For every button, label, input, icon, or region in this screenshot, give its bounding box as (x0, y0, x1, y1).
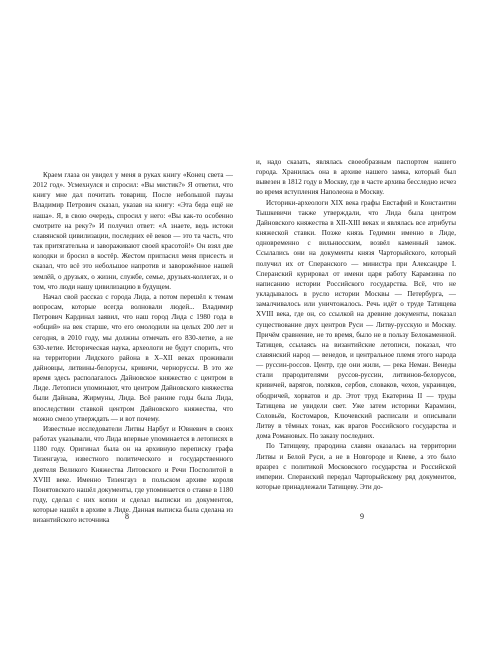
paragraph: По Татищеву, прародина славян оказалась на территории Литвы и Белой Руси, а не в Новгороде и Киеве, а это было вразрез с политикой Московского государства и Российской империи. Сперанский передал Чарторыйскому ряд документов, которые принадлежали Татищеву. Эти до- (256, 442, 456, 491)
right-page-text (256, 157, 456, 492)
paragraph: Историки-археологи XIX века графы Евстафий и Константин Тышкевичи также утверждали, что Лида была центром Дайновского княжества в XII-XIII веках и являлась все атрибуты княжеской ставки. Позже князь Гедимин именно в Лиде, одновременно с вильнюсским, возвёл каменный замок. Ссылались они на документы князя Чарторыйского, который получил их от Сперанского — министра при Александре I. Сперанский курировал от имени царя работу Карамзина по написанию истории Российского государства. Всё, что не укладывалось в русло истории Москвы — Петербурга, — замалчивалось или уничтожалось. Речь идёт о труде Татищева XVIII века, где он, со ссылкой на древние документы, показал существование двух центров Руси — Литву-русскую и Москву. Причём сравнение, не то время, было не в пользу Белокаменной. Татищев, ссылаясь на византийские летописи, показал, что славянский народ — венедов, и центральное племя этого народа — руссин-россов. Центр, где они жили, — река Неман. Венеды стали прародителями руссов-руссин, литвинов-белорусов, кривичей, варягов, поляков, сербов, словаков, чехов, украинцев, ободричей, хорватов и др. Этот труд Екатерина II — труды Татищева не увидели свет. Уже затем историки Карамзин, Соловьёв, Костомаров, Ключевский расписали и описывали Литву в тёмных тонах, как врагов Российского государства и дома Романовых. По заказу последних. (256, 198, 456, 441)
paragraph: Краем глаза он увидел у меня в руках книгу «Конец света — 2012 год». Усмехнулся и спросил: «Вы мистик?» Я ответил, что книгу мне дал почитать товарищ. После небольшой паузы Владимир Петрович сказал, указав на книгу: «Эта беда ещё не наша». Я, в свою очередь, спросил у него: «Вы как-то особенно смотрите на реку?» И получил ответ: «А знаете, ведь истоки славянской цивилизации, последних её веков — это та часть, что так притягательна и завораживают своей красотой!» Он взял две колодки и бросил в костёр. Жестом пригласил меня присесть и сказал, что всё это небольшое напротив и заворожённое нашей землёй, о друзьях, о жизни, службе, семье, друзьях-коллегах, и о том, что люди нашу цивилизацию в будущем. (33, 171, 233, 291)
left-page-number: 8 (125, 512, 129, 521)
right-page (240, 0, 480, 650)
right-page-number: 9 (360, 512, 364, 521)
paragraph: и, надо сказать, являлась своеобразным паспортом нашего города. Хранилась она в архиве нашего замка, который был вывезен в 1812 году в Москву, где в часте архива бесследно исчез во время вступления Наполеона в Москву. (256, 158, 456, 197)
paragraph: Известные исследователи Литвы Нарбут и Ювневич в своих работах указывали, что Лида впервые упоминается в летописях в 1180 году. Оригинал была он на архивную переписку графа Тизенгауза, известного политического и государственного деятеля Великого Княжества Литовского и Речи Посполитой в XVIII веке. Именно Тизенгауз в польском архиве короля Понятовского нашёл документы, где упоминается о ставке в 1180 году, сделал с них копии и сделал выписки из документов, которые нашёл в архиве в Лиде. Данная выписка была сделана из византийского источника (33, 424, 233, 525)
paragraph: Начал свой рассказ с города Лида, а потом перешёл к темам вопросам, которые всегда волновали людей... Владимир Петрович Кардинал заявил, что наш город Лида с 1980 года в «общий» на век старше, что его омолодили на целых 200 лет и сегодня, в 2010 году, мы должны отмечать его 830-летие, а не 630-летие. Историческая наука, археологи не будут спорить, что на территории Лидского района в X–XII веках проживали дайновцы, литвины-белорусы, кривичи, черноруссы. В это же время здесь располагалось Дайновское княжество с центром в Лиде. Летописи упоминают, что центром Дайновского княжества были Дайнава, Жирмуны, Лида. Всё ранние годы была Лида, впоследствии ставкой центром Дайновского княжества, что можно смело утверждать — и вот почему. (33, 292, 233, 423)
left-page-text (33, 170, 233, 525)
